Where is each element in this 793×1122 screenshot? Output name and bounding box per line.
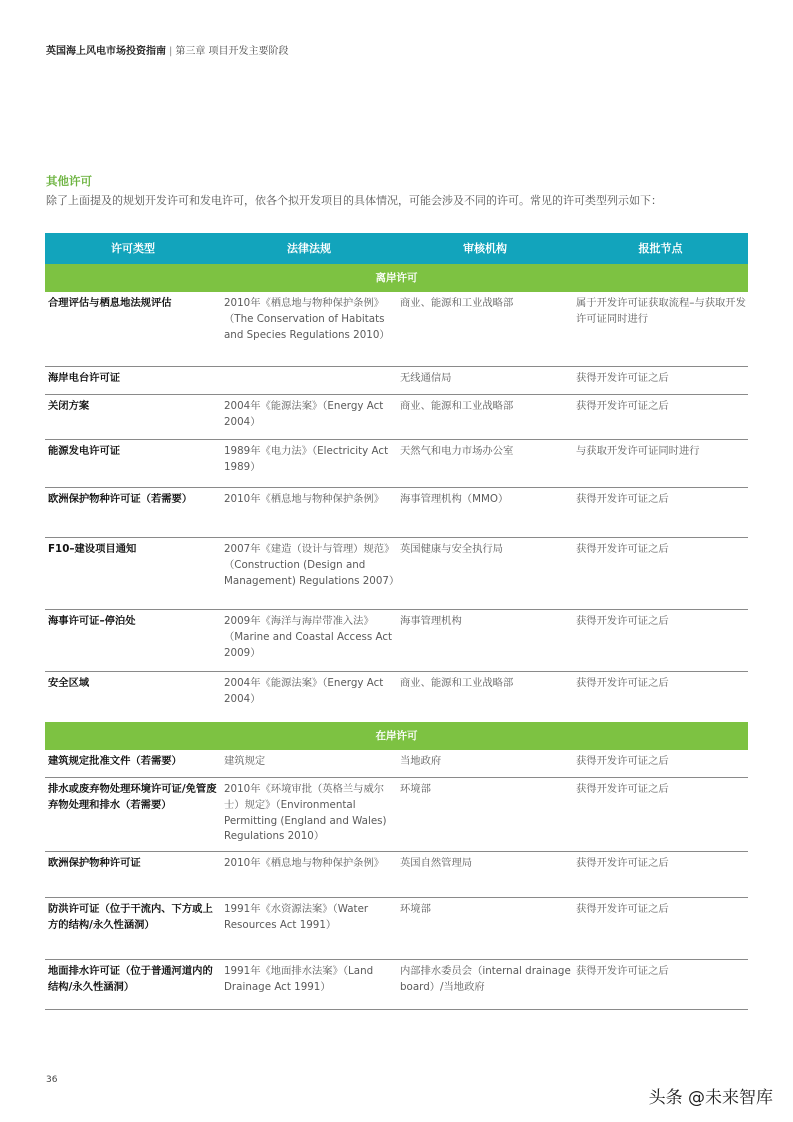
table-row <box>45 672 748 722</box>
cell-type: 海事许可证–停泊处 <box>48 615 136 627</box>
cell-timing: 获得开发许可证之后 <box>576 372 669 384</box>
table-row <box>45 367 748 395</box>
cell-authority: 海事管理机构 <box>400 615 462 627</box>
table-header <box>45 233 748 264</box>
cell-timing: 与获取开发许可证同时进行 <box>576 445 700 457</box>
cell-law: 1991年《地面排水法案》（Land Drainage Act 1991） <box>224 965 374 993</box>
cell-law: 2007年《建造（设计与管理）规范》（Construction (Design and Management) Regulations 2007） <box>224 543 400 587</box>
cell-law <box>221 371 397 394</box>
cell-law: 2010年《环境审批（英格兰与威尔士）规定》（Environmental Permitting (England and Wales) Regulations 2010） <box>224 783 387 843</box>
group-header-offshore: 离岸许可 <box>45 264 748 292</box>
document-title: 英国海上风电市场投资指南 <box>46 46 166 57</box>
table-row <box>45 960 748 1010</box>
running-header <box>46 42 289 57</box>
cell-type: 能源发电许可证 <box>48 445 121 457</box>
cell-authority: 环境部 <box>400 903 431 915</box>
table-row <box>45 395 748 440</box>
column-header-law: 法律法规 <box>287 241 331 255</box>
cell-authority: 商业、能源和工业战略部 <box>400 677 514 689</box>
chapter-title: 第三章 项目开发主要阶段 <box>175 46 289 57</box>
cell-timing: 获得开发许可证之后 <box>576 615 669 627</box>
cell-authority: 当地政府 <box>400 755 442 767</box>
group-header-onshore: 在岸许可 <box>45 722 748 750</box>
cell-type: 合理评估与栖息地法规评估 <box>48 297 172 309</box>
table-row <box>45 610 748 672</box>
cell-authority: 英国健康与安全执行局 <box>400 543 503 555</box>
cell-authority: 商业、能源和工业战略部 <box>400 297 514 309</box>
cell-law: 2010年《栖息地与物种保护条例》（The Conservation of Habitats and Species Regulations 2010） <box>224 297 390 341</box>
cell-timing: 属于开发许可证获取流程–与获取开发许可证同时进行 <box>576 297 746 325</box>
cell-law: 2004年《能源法案》（Energy Act 2004） <box>224 400 384 428</box>
cell-authority: 无线通信局 <box>400 372 452 384</box>
cell-authority: 英国自然管理局 <box>400 857 473 869</box>
table-row <box>45 750 748 778</box>
cell-law: 2004年《能源法案》（Energy Act 2004） <box>224 677 384 705</box>
table-row <box>45 852 748 898</box>
cell-law: 2009年《海洋与海岸带准入法》（Marine and Coastal Access Act 2009） <box>224 615 393 659</box>
page-number: 36 <box>46 1075 58 1085</box>
cell-timing: 获得开发许可证之后 <box>576 755 669 767</box>
cell-timing: 获得开发许可证之后 <box>576 965 669 977</box>
cell-timing: 获得开发许可证之后 <box>576 783 669 795</box>
table-row <box>45 538 748 610</box>
cell-authority: 商业、能源和工业战略部 <box>400 400 514 412</box>
cell-timing: 获得开发许可证之后 <box>576 903 669 915</box>
cell-type: 排水或废弃物处理环境许可证/免管废弃物处理和排水（若需要） <box>48 783 217 811</box>
cell-authority: 海事管理机构（MMO） <box>400 493 509 505</box>
watermark: 头条 @未来智库 <box>648 1088 773 1108</box>
table-row <box>45 440 748 488</box>
cell-authority: 内部排水委员会（internal drainage board）/当地政府 <box>400 965 571 993</box>
cell-law: 2010年《栖息地与物种保护条例》 <box>224 857 385 869</box>
cell-type: F10–建设项目通知 <box>48 543 137 555</box>
cell-type: 建筑规定批准文件（若需要） <box>48 755 182 767</box>
column-header-type: 许可类型 <box>111 241 155 255</box>
cell-type: 地面排水许可证（位于普通河道内的结构/永久性涵洞） <box>48 965 213 993</box>
cell-law: 建筑规定 <box>224 755 266 767</box>
cell-type: 海岸电台许可证 <box>48 372 121 384</box>
cell-timing: 获得开发许可证之后 <box>576 677 669 689</box>
section-intro: 除了上面提及的规划开发许可和发电许可，依各个拟开发项目的具体情况，可能会涉及不同的许可。常见的许可类型列示如下： <box>46 194 662 207</box>
column-header-authority: 审核机构 <box>463 241 507 255</box>
column-header-timing: 报批节点 <box>638 241 683 255</box>
header-separator: | <box>169 46 173 57</box>
cell-type: 关闭方案 <box>48 400 90 412</box>
table-row <box>45 292 748 367</box>
cell-law: 1989年《电力法》（Electricity Act 1989） <box>224 445 389 473</box>
cell-type: 欧洲保护物种许可证 <box>48 857 141 869</box>
section-title: 其他许可 <box>46 174 92 188</box>
cell-law: 1991年《水资源法案》（Water Resources Act 1991） <box>224 903 369 931</box>
cell-timing: 获得开发许可证之后 <box>576 400 669 412</box>
table-row <box>45 898 748 960</box>
cell-type: 欧洲保护物种许可证（若需要） <box>48 493 193 505</box>
cell-type: 安全区域 <box>48 677 90 689</box>
cell-authority: 环境部 <box>400 783 431 795</box>
cell-law: 2010年《栖息地与物种保护条例》 <box>224 493 385 505</box>
cell-timing: 获得开发许可证之后 <box>576 857 669 869</box>
table-row <box>45 778 748 852</box>
cell-type: 防洪许可证（位于干流内、下方或上方的结构/永久性涵洞） <box>48 903 213 931</box>
permits-table <box>45 233 748 1010</box>
table-row <box>45 488 748 538</box>
cell-timing: 获得开发许可证之后 <box>576 543 669 555</box>
cell-timing: 获得开发许可证之后 <box>576 493 669 505</box>
cell-authority: 天然气和电力市场办公室 <box>400 445 514 457</box>
